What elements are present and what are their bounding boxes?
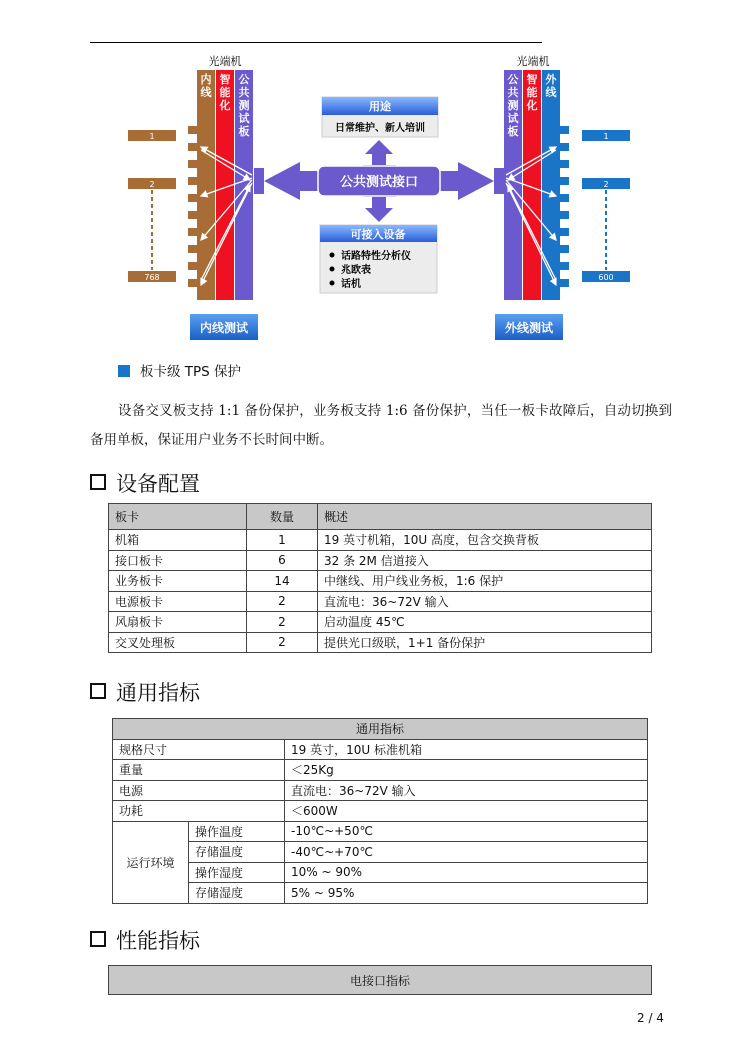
column-label-char: 线 (545, 86, 557, 99)
table-cell: 电源 (113, 780, 285, 801)
right-col-outer (542, 70, 560, 300)
checkbox-square-icon (90, 474, 106, 490)
left-port-2-label: 2 (149, 180, 155, 189)
table-cell: 直流电：36~72V 输入 (285, 780, 648, 801)
column-label-char: 线 (200, 86, 212, 99)
connector-tooth (188, 228, 197, 236)
table-row (113, 739, 648, 760)
table-row (113, 760, 648, 781)
left-col-inner (197, 70, 215, 300)
table-cell: 存储湿度 (189, 883, 285, 904)
use-title: 用途 (369, 100, 391, 113)
access-title: 可接入设备 (350, 228, 406, 241)
table-cell: 重量 (113, 760, 285, 781)
table-row (113, 842, 648, 863)
connector-tooth (188, 160, 197, 168)
left-device-title: 光端机 (208, 55, 242, 68)
table-cell: 2 (247, 591, 318, 612)
table-header: 数量 (247, 504, 318, 530)
table-row (109, 591, 652, 612)
connector-tooth (188, 177, 197, 185)
test-interface-diagram (0, 0, 750, 350)
table-cell: 6 (247, 550, 318, 571)
section-title: 设备配置 (116, 472, 200, 496)
page-number: 2 / 4 (637, 1011, 664, 1025)
performance-table (108, 965, 652, 995)
connector-tooth (560, 160, 569, 168)
connector-tooth (560, 126, 569, 134)
column-label-char: 试 (238, 112, 250, 125)
table-cell: 19 英寸机箱，10U 高度，包含交换背板 (318, 530, 652, 551)
outer-test-label: 外线测试 (504, 321, 554, 335)
connector-tooth (188, 126, 197, 134)
left-port-1-label: 1 (149, 132, 155, 141)
square-bullet-icon (118, 365, 130, 377)
left-port-768-label: 768 (144, 273, 160, 282)
table-cell: 运行环境 (113, 821, 189, 903)
table-cell: 2 (247, 612, 318, 633)
connector-tooth (188, 245, 197, 253)
column-label-char: 板 (238, 125, 250, 138)
general-table (112, 718, 648, 904)
table-row (109, 612, 652, 633)
bullet-item (118, 360, 241, 380)
column-label-char: 能 (526, 86, 538, 99)
table-cell: -40℃~+70℃ (285, 842, 648, 863)
column-label-char: 测 (238, 99, 250, 112)
connector-tooth (560, 143, 569, 151)
table-cell: 中继线、用户线业务板，1:6 保护 (318, 571, 652, 592)
connector-tooth (560, 279, 569, 287)
table-cell: 10% ~ 90% (285, 862, 648, 883)
column-label-char: 共 (238, 86, 250, 99)
connector-tooth (560, 194, 569, 202)
column-label-char: 测 (507, 99, 519, 112)
section-heading-config (90, 468, 200, 498)
center-label: 公共测试接口 (339, 175, 419, 190)
table-cell: 功耗 (113, 801, 285, 822)
connector-tooth (560, 228, 569, 236)
right-port-2-label: 2 (603, 180, 609, 189)
table-cell: 启动温度 45℃ (318, 612, 652, 633)
table-row (109, 571, 652, 592)
table-row (109, 550, 652, 571)
checkbox-square-icon (90, 683, 106, 699)
table-cell: 19 英寸，10U 标准机箱 (285, 739, 648, 760)
config-table (108, 503, 652, 653)
column-label-char: 公 (238, 73, 250, 86)
bullet-text: 板卡级 TPS 保护 (140, 364, 242, 380)
table-row (113, 801, 648, 822)
connector-tooth (188, 262, 197, 270)
table-cell: 交叉处理板 (109, 632, 247, 653)
connector-tooth (188, 194, 197, 202)
connector-tooth (560, 211, 569, 219)
connector-tooth (188, 279, 197, 287)
column-label-char: 内 (200, 73, 212, 86)
connector-tooth (560, 177, 569, 185)
table-row (109, 632, 652, 653)
access-item: 兆欧表 (341, 265, 371, 276)
column-label-char: 智 (526, 73, 538, 86)
section-heading-general (90, 677, 200, 707)
column-label-char: 板 (507, 125, 519, 138)
section-heading-performance (90, 925, 200, 955)
column-label-char: 共 (507, 86, 519, 99)
column-label-char: 外 (545, 73, 557, 86)
checkbox-square-icon (90, 931, 106, 947)
table-cell: -10℃~+50℃ (285, 821, 648, 842)
use-body: 日常维护、新人培训 (335, 123, 425, 134)
section-title: 通用指标 (116, 681, 200, 705)
table-cell: 提供光口级联，1+1 备份保护 (318, 632, 652, 653)
table-cell: 直流电：36~72V 输入 (318, 591, 652, 612)
column-label-char: 智 (219, 73, 231, 86)
column-label-char: 能 (219, 86, 231, 99)
right-port-1-label: 1 (603, 132, 609, 141)
table-row (113, 883, 648, 904)
connector-tooth (560, 262, 569, 270)
table-title: 电接口指标 (109, 966, 652, 995)
table-cell: 5% ~ 95% (285, 883, 648, 904)
right-port-600-label: 600 (598, 273, 614, 282)
table-cell: 规格尺寸 (113, 739, 285, 760)
table-cell: 电源板卡 (109, 591, 247, 612)
table-row (113, 780, 648, 801)
table-cell: 1 (247, 530, 318, 551)
connector-tooth (188, 143, 197, 151)
table-cell: ＜25Kg (285, 760, 648, 781)
column-label-char: 化 (526, 99, 538, 112)
table-cell: 操作温度 (189, 821, 285, 842)
column-label-char: 公 (507, 73, 519, 86)
table-cell: 机箱 (109, 530, 247, 551)
connector-tooth (188, 211, 197, 219)
connector-tooth (560, 245, 569, 253)
access-item: 话路特性分析仪 (341, 251, 411, 262)
inner-test-label: 内线测试 (199, 321, 249, 335)
table-cell: 14 (247, 571, 318, 592)
table-cell: 32 条 2M 信道接入 (318, 550, 652, 571)
table-cell: 操作湿度 (189, 862, 285, 883)
table-row (113, 862, 648, 883)
table-cell: 业务板卡 (109, 571, 247, 592)
table-row (109, 530, 652, 551)
table-cell: 接口板卡 (109, 550, 247, 571)
table-cell: 2 (247, 632, 318, 653)
column-label-char: 化 (219, 99, 231, 112)
table-header: 板卡 (109, 504, 247, 530)
table-row (113, 821, 648, 842)
right-device-title: 光端机 (516, 55, 550, 68)
table-header: 概述 (318, 504, 652, 530)
table-cell: ＜600W (285, 801, 648, 822)
section-title: 性能指标 (116, 929, 200, 953)
table-title: 通用指标 (113, 719, 648, 740)
column-label-char: 试 (507, 112, 519, 125)
table-cell: 存储温度 (189, 842, 285, 863)
table-cell: 风扇板卡 (109, 612, 247, 633)
access-item: 话机 (341, 279, 361, 290)
body-paragraph: 设备交叉板支持 1:1 备份保护，业务板支持 1:6 备份保护，当任一板卡故障后，自动切换到备用单板，保证用户业务不长时间中断。 (90, 403, 672, 448)
